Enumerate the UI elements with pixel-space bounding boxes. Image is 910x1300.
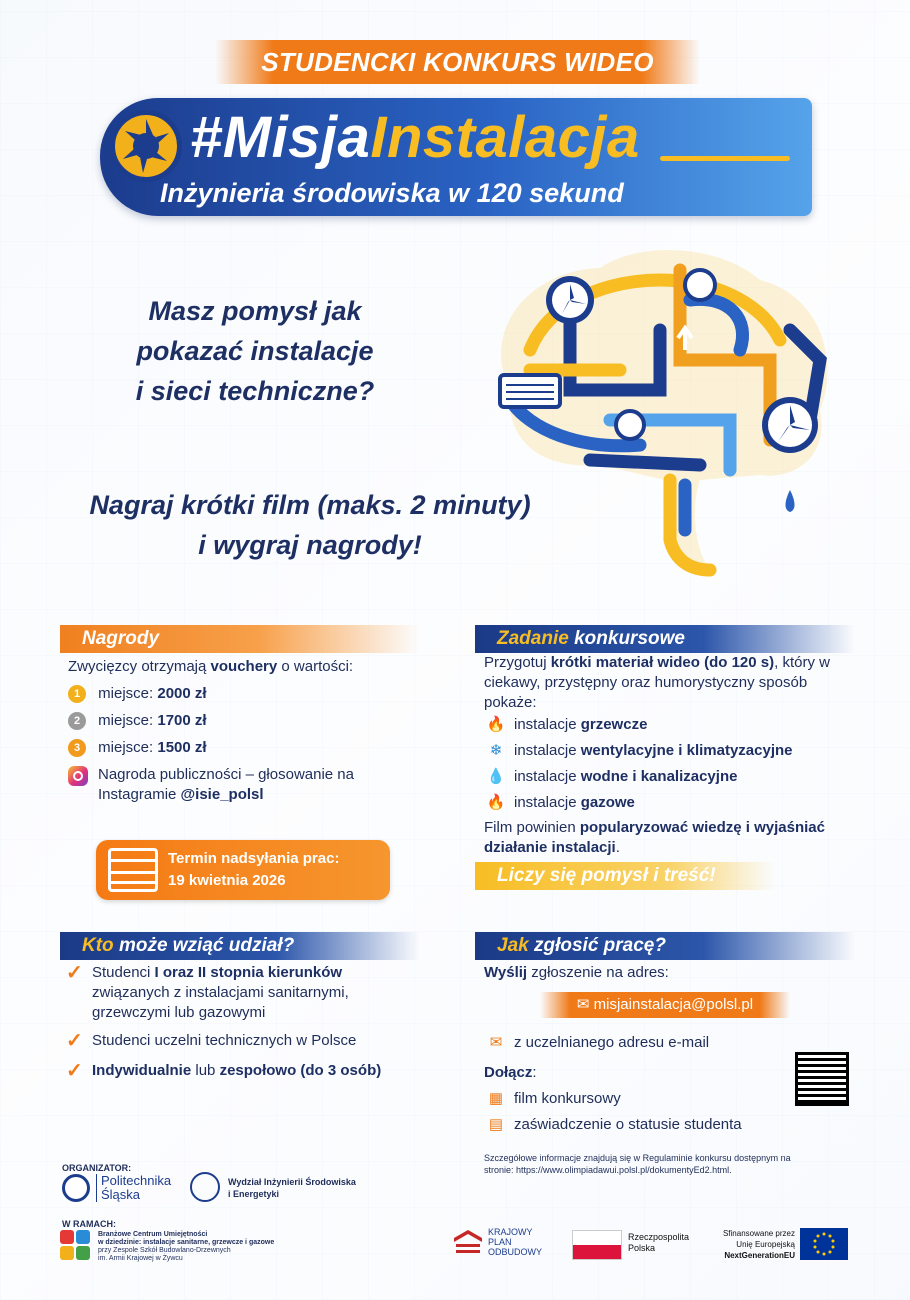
- how-send-bold: Wyślij: [484, 964, 528, 981]
- who-item-2-text: Studenci uczelni technicznych w Polsce: [92, 1032, 357, 1049]
- task-summary: [484, 818, 864, 858]
- regulations-note: [484, 1152, 874, 1176]
- water-drop-icon: 💧: [486, 768, 506, 785]
- prizes-intro-bold: vouchery: [210, 658, 278, 675]
- task-item-1-pre: instalacje: [514, 716, 577, 733]
- kpo-line-1: KRAJOWY: [488, 1227, 533, 1237]
- prize-3-label: miejsce:: [98, 739, 154, 756]
- mail-person-icon: ✉: [489, 1034, 503, 1051]
- task-item-3-bold: wodne i kanalizacyjne: [580, 768, 738, 785]
- pipe-brain-illustration: [470, 240, 850, 580]
- regulations-note-line-1: Szczegółowe informacje znajdują się w Regulaminie konkursu dostępnym na: [484, 1153, 791, 1163]
- qr-code[interactable]: [795, 1052, 849, 1106]
- polsl-name: [96, 1174, 171, 1202]
- task-item-water: [484, 767, 737, 787]
- who-item-3-bold-1: Indywidualnie: [92, 1062, 192, 1079]
- kpo-line-3: ODBUDOWY: [488, 1247, 542, 1257]
- task-heading-accent: Zadanie: [497, 628, 569, 649]
- bcu-line-2: w dziedzinie: instalacje sanitarne, grzewcze i gazowe: [98, 1239, 275, 1246]
- attach-item-certificate: [484, 1115, 742, 1135]
- email-address[interactable]: misjainstalacja@polsl.pl: [593, 996, 754, 1013]
- faculty-logo-icon: [190, 1172, 220, 1202]
- who-heading-rest: może wziąć udział?: [118, 935, 295, 956]
- task-heading: [475, 625, 855, 653]
- title-underline: [660, 156, 790, 161]
- how-send-rest: zgłoszenie na adres:: [531, 964, 669, 981]
- snowflake-icon: ❄: [489, 742, 503, 759]
- attach-item-1: film konkursowy: [514, 1090, 621, 1107]
- task-p1-line-2: ciekawy, przystępny oraz humorystyczny sposób: [484, 674, 808, 691]
- rp-name: [628, 1232, 689, 1254]
- attach-item-2: zaświadczenie o statusie studenta: [514, 1116, 742, 1133]
- instagram-icon: [68, 766, 88, 786]
- public-prize-line-2: Instagramie: [98, 786, 177, 803]
- hero-question-line-3: i sieci techniczne?: [135, 376, 375, 406]
- prize-1-label: miejsce:: [98, 685, 154, 702]
- who-item-3-mid: lub: [195, 1062, 216, 1079]
- who-heading: [60, 932, 420, 960]
- attach-heading-colon: :: [532, 1064, 537, 1081]
- polsl-line-1: Politechnika: [101, 1173, 172, 1188]
- document-icon: ▤: [488, 1116, 504, 1133]
- task-item-1-bold: grzewcze: [580, 716, 648, 733]
- prize-1: [68, 684, 207, 704]
- slogan-text: Liczy się pomysł i treść!: [497, 865, 716, 886]
- slogan-banner: [475, 862, 775, 890]
- envelope-icon: ✉: [576, 996, 590, 1013]
- who-item-2: [66, 1031, 426, 1051]
- check-icon: ✓: [66, 1060, 83, 1082]
- check-icon: ✓: [66, 962, 83, 984]
- title-part-1: #Misja: [190, 105, 371, 170]
- polsl-logo-icon: [62, 1174, 90, 1202]
- how-send: [484, 963, 669, 983]
- prize-1-value: 2000 zł: [157, 685, 207, 702]
- prize-3: [68, 738, 207, 758]
- public-prize: [98, 765, 418, 805]
- kpo-line-2: PLAN: [488, 1237, 512, 1247]
- rp-line-2: Polska: [628, 1243, 656, 1253]
- eu-flag-icon: [800, 1228, 848, 1260]
- task-p2-pre: Film powinien: [484, 819, 576, 836]
- task-p2-post: .: [615, 839, 620, 856]
- medal-1-icon: 1: [68, 685, 86, 703]
- contest-kicker-banner: STUDENCKI KONKURS WIDEO: [215, 40, 700, 84]
- bcu-line-3: przy Zespole Szkół Budowlano-Drzewnych: [98, 1247, 231, 1254]
- how-heading-rest: zgłosić pracę?: [533, 935, 666, 956]
- task-p2-bold-2: działanie instalacji: [484, 839, 616, 856]
- deadline-label: Termin nadsyłania prac:: [168, 850, 340, 867]
- how-from: [484, 1033, 709, 1053]
- faculty-name: [228, 1176, 356, 1200]
- who-heading-accent: Kto: [82, 935, 114, 956]
- hero-question-line-2: pokazać instalacje: [136, 336, 374, 366]
- deadline-text: [168, 848, 339, 892]
- prize-2: [68, 711, 207, 731]
- who-item-1: [66, 963, 426, 1023]
- rp-line-1: Rzeczpospolita: [628, 1232, 690, 1242]
- fire-icon: 🔥: [486, 716, 506, 733]
- who-item-1-line-3: grzewczymi lub gazowymi: [92, 1004, 266, 1021]
- who-item-1-bold: I oraz II stopnia kierunków: [154, 964, 343, 981]
- public-prize-line-1: Nagroda publiczności – głosowanie na: [98, 766, 354, 783]
- hero-call-line-2: i wygraj nagrody!: [198, 530, 422, 560]
- task-item-2-bold: wentylacyjne i klimatyzacyjne: [580, 742, 793, 759]
- regulations-note-line-2: stronie: https://www.olimpiadawui.polsl.pl/dokumentyEd2.html.: [484, 1165, 732, 1175]
- task-description: [484, 653, 864, 713]
- within-label: W RAMACH:: [62, 1219, 116, 1229]
- bcu-line-1: Branżowe Centrum Umiejętności: [98, 1231, 208, 1238]
- how-from-text: z uczelnianego adresu e-mail: [514, 1034, 710, 1051]
- task-item-4-bold: gazowe: [580, 794, 635, 811]
- medal-3-icon: 3: [68, 739, 86, 757]
- prizes-heading: [60, 625, 420, 653]
- prize-2-label: miejsce:: [98, 712, 154, 729]
- faculty-line-2: i Energetyki: [228, 1189, 280, 1199]
- faculty-line-1: Wydział Inżynierii Środowiska: [228, 1177, 356, 1187]
- task-p2-bold-1: popularyzować wiedzę i wyjaśniać: [579, 819, 825, 836]
- who-item-3: [66, 1061, 426, 1081]
- task-item-3-pre: instalacje: [514, 768, 577, 785]
- email-link[interactable]: [540, 992, 790, 1018]
- contest-subtitle: Inżynieria środowiska w 120 sekund: [160, 178, 624, 208]
- contest-title: [190, 104, 640, 171]
- task-item-4-pre: instalacje: [514, 794, 577, 811]
- gas-flame-icon: 🔥: [486, 794, 506, 811]
- bcu-line-4: im. Armii Krajowej w Żywcu: [98, 1255, 183, 1262]
- how-heading: [475, 932, 855, 960]
- bcu-name: [98, 1231, 274, 1263]
- attach-heading-text: Dołącz: [484, 1064, 533, 1081]
- hero-question-line-1: Masz pomysł jak: [148, 296, 362, 326]
- attach-item-film: [484, 1089, 621, 1109]
- task-item-heating: [484, 715, 647, 735]
- deadline-date: 19 kwietnia 2026: [168, 872, 286, 889]
- who-item-1-line-2: związanych z instalacjami sanitarnymi,: [92, 984, 349, 1001]
- medal-2-icon: 2: [68, 712, 86, 730]
- who-item-3-bold-2: zespołowo (do 3 osób): [219, 1062, 382, 1079]
- task-heading-rest: konkursowe: [574, 628, 685, 649]
- who-item-1-pre: Studenci: [92, 964, 151, 981]
- prizes-intro-pre: Zwycięzcy otrzymają: [68, 658, 207, 675]
- film-icon: ▦: [488, 1090, 504, 1107]
- kpo-logo-icon: [452, 1228, 484, 1258]
- attach-heading: [484, 1063, 537, 1083]
- organizer-label: ORGANIZATOR:: [62, 1163, 132, 1173]
- hero-call-line-1: Nagraj krótki film (maks. 2 minuty): [89, 490, 531, 520]
- bcu-logo-icon: [60, 1230, 92, 1260]
- task-p1-bold: krótki materiał wideo (do 120 s): [550, 654, 775, 671]
- task-p1-post: , który w: [774, 654, 830, 671]
- title-part-2: Instalacja: [370, 105, 640, 170]
- prizes-intro: [68, 657, 448, 677]
- eu-funding-text: [700, 1228, 795, 1261]
- task-p1-line-3: pokaże:: [484, 694, 537, 711]
- eu-line-3: NextGenerationEU: [724, 1251, 795, 1260]
- prizes-heading-text: Nagrody: [82, 628, 160, 649]
- eu-line-2: Unię Europejską: [736, 1240, 795, 1249]
- prize-2-value: 1700 zł: [157, 712, 207, 729]
- task-p1-pre: Przygotuj: [484, 654, 547, 671]
- task-item-2-pre: instalacje: [514, 742, 577, 759]
- prize-3-value: 1500 zł: [157, 739, 207, 756]
- check-icon: ✓: [66, 1030, 83, 1052]
- how-heading-accent: Jak: [497, 935, 529, 956]
- eu-line-1: Sfinansowane przez: [722, 1229, 795, 1238]
- polish-flag-icon: [572, 1230, 622, 1260]
- polsl-line-2: Śląska: [101, 1187, 141, 1202]
- camera-aperture-icon: [110, 110, 182, 182]
- prizes-intro-post: o wartości:: [281, 658, 354, 675]
- task-item-gas: [484, 793, 635, 813]
- kpo-name: [488, 1227, 542, 1257]
- calendar-icon: [108, 848, 158, 892]
- task-item-ventilation: [484, 741, 793, 761]
- instagram-handle: @isie_polsl: [180, 786, 264, 803]
